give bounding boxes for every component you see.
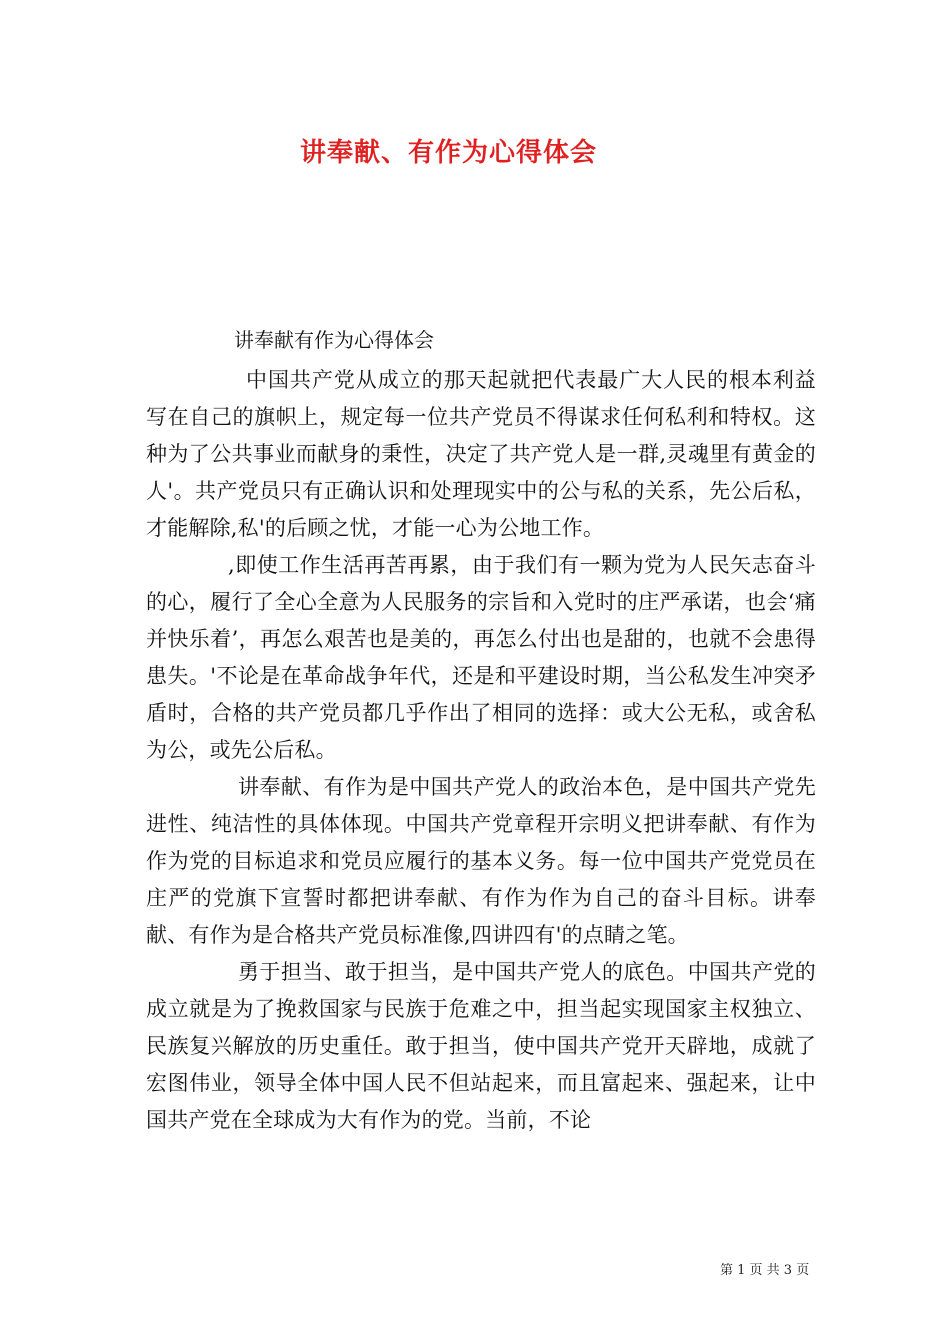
document-title: 讲奉献、有作为心得体会	[300, 138, 598, 168]
paragraph-1: 中国共产党从成立的那天起就把代表最广大人民的根本利益写在自己的旗帜上，规定每一位共产党员不得谋求任何私利和特权。这种为了公共事业而献身的秉性，决定了共产党人是一群,灵魂里有黄金的人'。共产党员只有正确认识和处理现实中的公与私的关系，先公后私，才能解除,私'的后顾之忧，才能一心为公地工作。	[146, 368, 816, 540]
page-number-footer: 第 1 页 共 3 页	[720, 1263, 810, 1278]
paragraph-2: ,即使工作生活再苦再累，由于我们有一颗为党为人民矢志奋斗的心，履行了全心全意为人民服务的宗旨和入党时的庄严承诺，也会‘痛并快乐着’，再怎么艰苦也是美的，再怎么付出也是甜的，也就不会患得患失。'不论是在革命战争年代，还是和平建设时期，当公私发生冲突矛盾时，合格的共产党员都几乎作出了相同的选择：或大公无私，或舍私为公，或先公后私。	[146, 553, 816, 762]
document-body	[146, 362, 816, 1139]
paragraph-3: 讲奉献、有作为是中国共产党人的政治本色，是中国共产党先进性、纯洁性的具体体现。中国共产党章程开宗明义把讲奉献、有作为作为党的目标追求和党员应履行的基本义务。每一位中国共产党党员在庄严的党旗下宣誓时都把讲奉献、有作为作为自己的奋斗目标。讲奉献、有作为是合格共产党员标准像,四讲四有'的点睛之笔。	[146, 775, 816, 947]
document-subtitle: 讲奉献有作为心得体会	[234, 328, 434, 352]
paragraph-4: 勇于担当、敢于担当，是中国共产党人的底色。中国共产党的成立就是为了挽救国家与民族于危难之中，担当起实现国家主权独立、民族复兴解放的历史重任。敢于担当，使中国共产党开天辟地，成就了宏图伟业，领导全体中国人民不但站起来，而且富起来、强起来，让中国共产党在全球成为大有作为的党。当前，不论	[146, 960, 816, 1132]
